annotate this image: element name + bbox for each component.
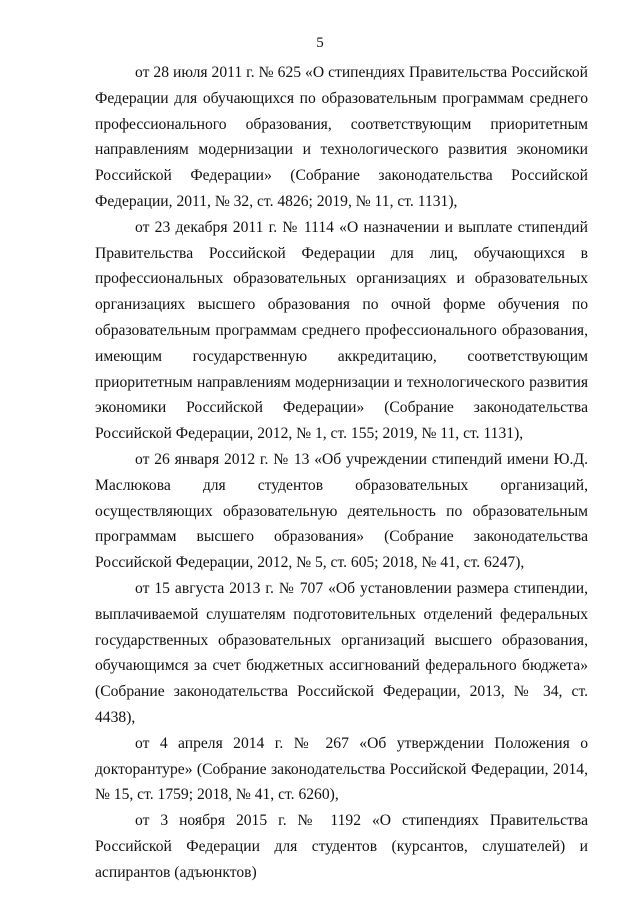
page-number: 5 [316, 35, 324, 51]
paragraph-decree-1192: от 3 ноября 2015 г. № 1192 «О стипендиях Правительства Российской Федерации для студентов (курсантов, слушателей) и аспирантов (адъюнктов) [95, 812, 588, 881]
paragraph-decree-267: от 4 апреля 2014 г. № 267 «Об утверждении Положения о докторантуре» (Собрание законодательства Российской Федерации, 2014, № 15, ст. 1759; 2018, № 41, ст. 6260), [95, 734, 588, 804]
paragraph-decree-13: от 26 января 2012 г. № 13 «Об учреждении стипендий имени Ю.Д. Маслюкова для студентов образовательных организаций, осуществляющих образовательную деятельность по образовательным программам высшего образования» (Собрание законодательства Российской Федерации, 2012, № 5, ст. 605; 2018, № 41, ст. 6247), [95, 450, 588, 572]
paragraph-decree-707: от 15 августа 2013 г. № 707 «Об установлении размера стипендии, выплачиваемой слушателям подготовительных отделений федеральных государственных образовательных организаций высшего образования, обучающимся за счет бюджетных ассигнований федерального бюджета» (Собрание законодательства Российской Федерации, 2013, № 34, ст. 4438), [95, 579, 588, 726]
document-body [95, 60, 588, 886]
paragraph-decree-625: от 28 июля 2011 г. № 625 «О стипендиях Правительства Российской Федерации для обучающихся по образовательным программам среднего профессионального образования, соответствующим приоритетным направлениям модернизации и технологического развития экономики Российской Федерации» (Собрание законодательства Российской Федерации, 2011, № 32, ст. 4826; 2019, № 11, ст. 1131), [95, 64, 588, 210]
paragraph-decree-1114: от 23 декабря 2011 г. № 1114 «О назначении и выплате стипендий Правительства Российской Федерации для лиц, обучающихся в профессиональных образовательных организациях и образовательных организациях высшего образования по очной форме обучения по образовательным программам среднего профессионального образования, имеющим государственную аккредитацию, соответствующим приоритетным направлениям модернизации и технологического развития экономики Российской Федерации» (Собрание законодательства Российской Федерации, 2012, № 1, ст. 155; 2019, № 11, ст. 1131), [95, 218, 588, 443]
